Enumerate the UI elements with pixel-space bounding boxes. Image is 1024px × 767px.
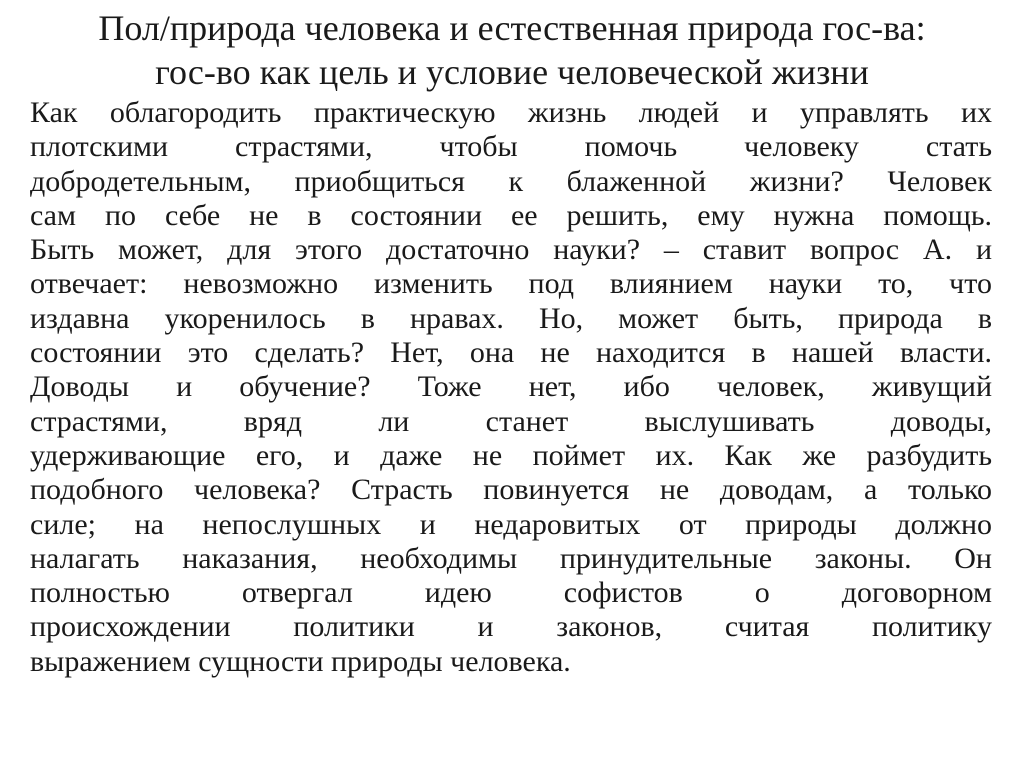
body-line: происхождении политики и законов, считая политику bbox=[30, 610, 992, 644]
body-line: силе; на непослушных и недаровитых от природы должно bbox=[30, 507, 992, 541]
body-line: выражением сущности природы человека. bbox=[30, 644, 571, 678]
body-line: страстями, вряд ли станет выслушивать доводы, bbox=[30, 404, 992, 438]
body-line: налагать наказания, необходимы принудительные законы. Он bbox=[30, 541, 992, 575]
slide-title bbox=[20, 6, 1004, 94]
body-line: издавна укоренилось в нравах. Но, может быть, природа в bbox=[30, 301, 992, 335]
body-line: Быть может, для этого достаточно науки? – ставит вопрос А. и bbox=[30, 233, 992, 267]
body-line: удерживающие его, и даже не поймет их. Как же разбудить bbox=[30, 438, 992, 472]
body-line: сам по себе не в состоянии ее решить, ему нужна помощь. bbox=[30, 198, 992, 232]
body-line: добродетельным, приобщиться к блаженной жизни? Человек bbox=[30, 164, 992, 198]
body-line: состоянии это сделать? Нет, она не находится в нашей власти. bbox=[30, 336, 992, 370]
body-line: отвечает: невозможно изменить под влиянием науки то, что bbox=[30, 267, 992, 301]
slide-title-line-1: Пол/природа человека и естественная природа гос-ва: bbox=[98, 8, 926, 48]
slide-body-text bbox=[30, 96, 992, 679]
body-line: полностью отвергал идею софистов о договорном bbox=[30, 576, 992, 610]
body-line: подобного человека? Страсть повинуется не доводам, а только bbox=[30, 473, 992, 507]
body-line: Как облагородить практическую жизнь людей и управлять их bbox=[30, 96, 992, 129]
body-line: Доводы и обучение? Тоже нет, ибо человек, живущий bbox=[30, 370, 992, 404]
body-line: плотскими страстями, чтобы помочь человеку стать bbox=[30, 130, 992, 164]
slide-title-line-2: гос-во как цель и условие человеческой жизни bbox=[155, 52, 869, 92]
